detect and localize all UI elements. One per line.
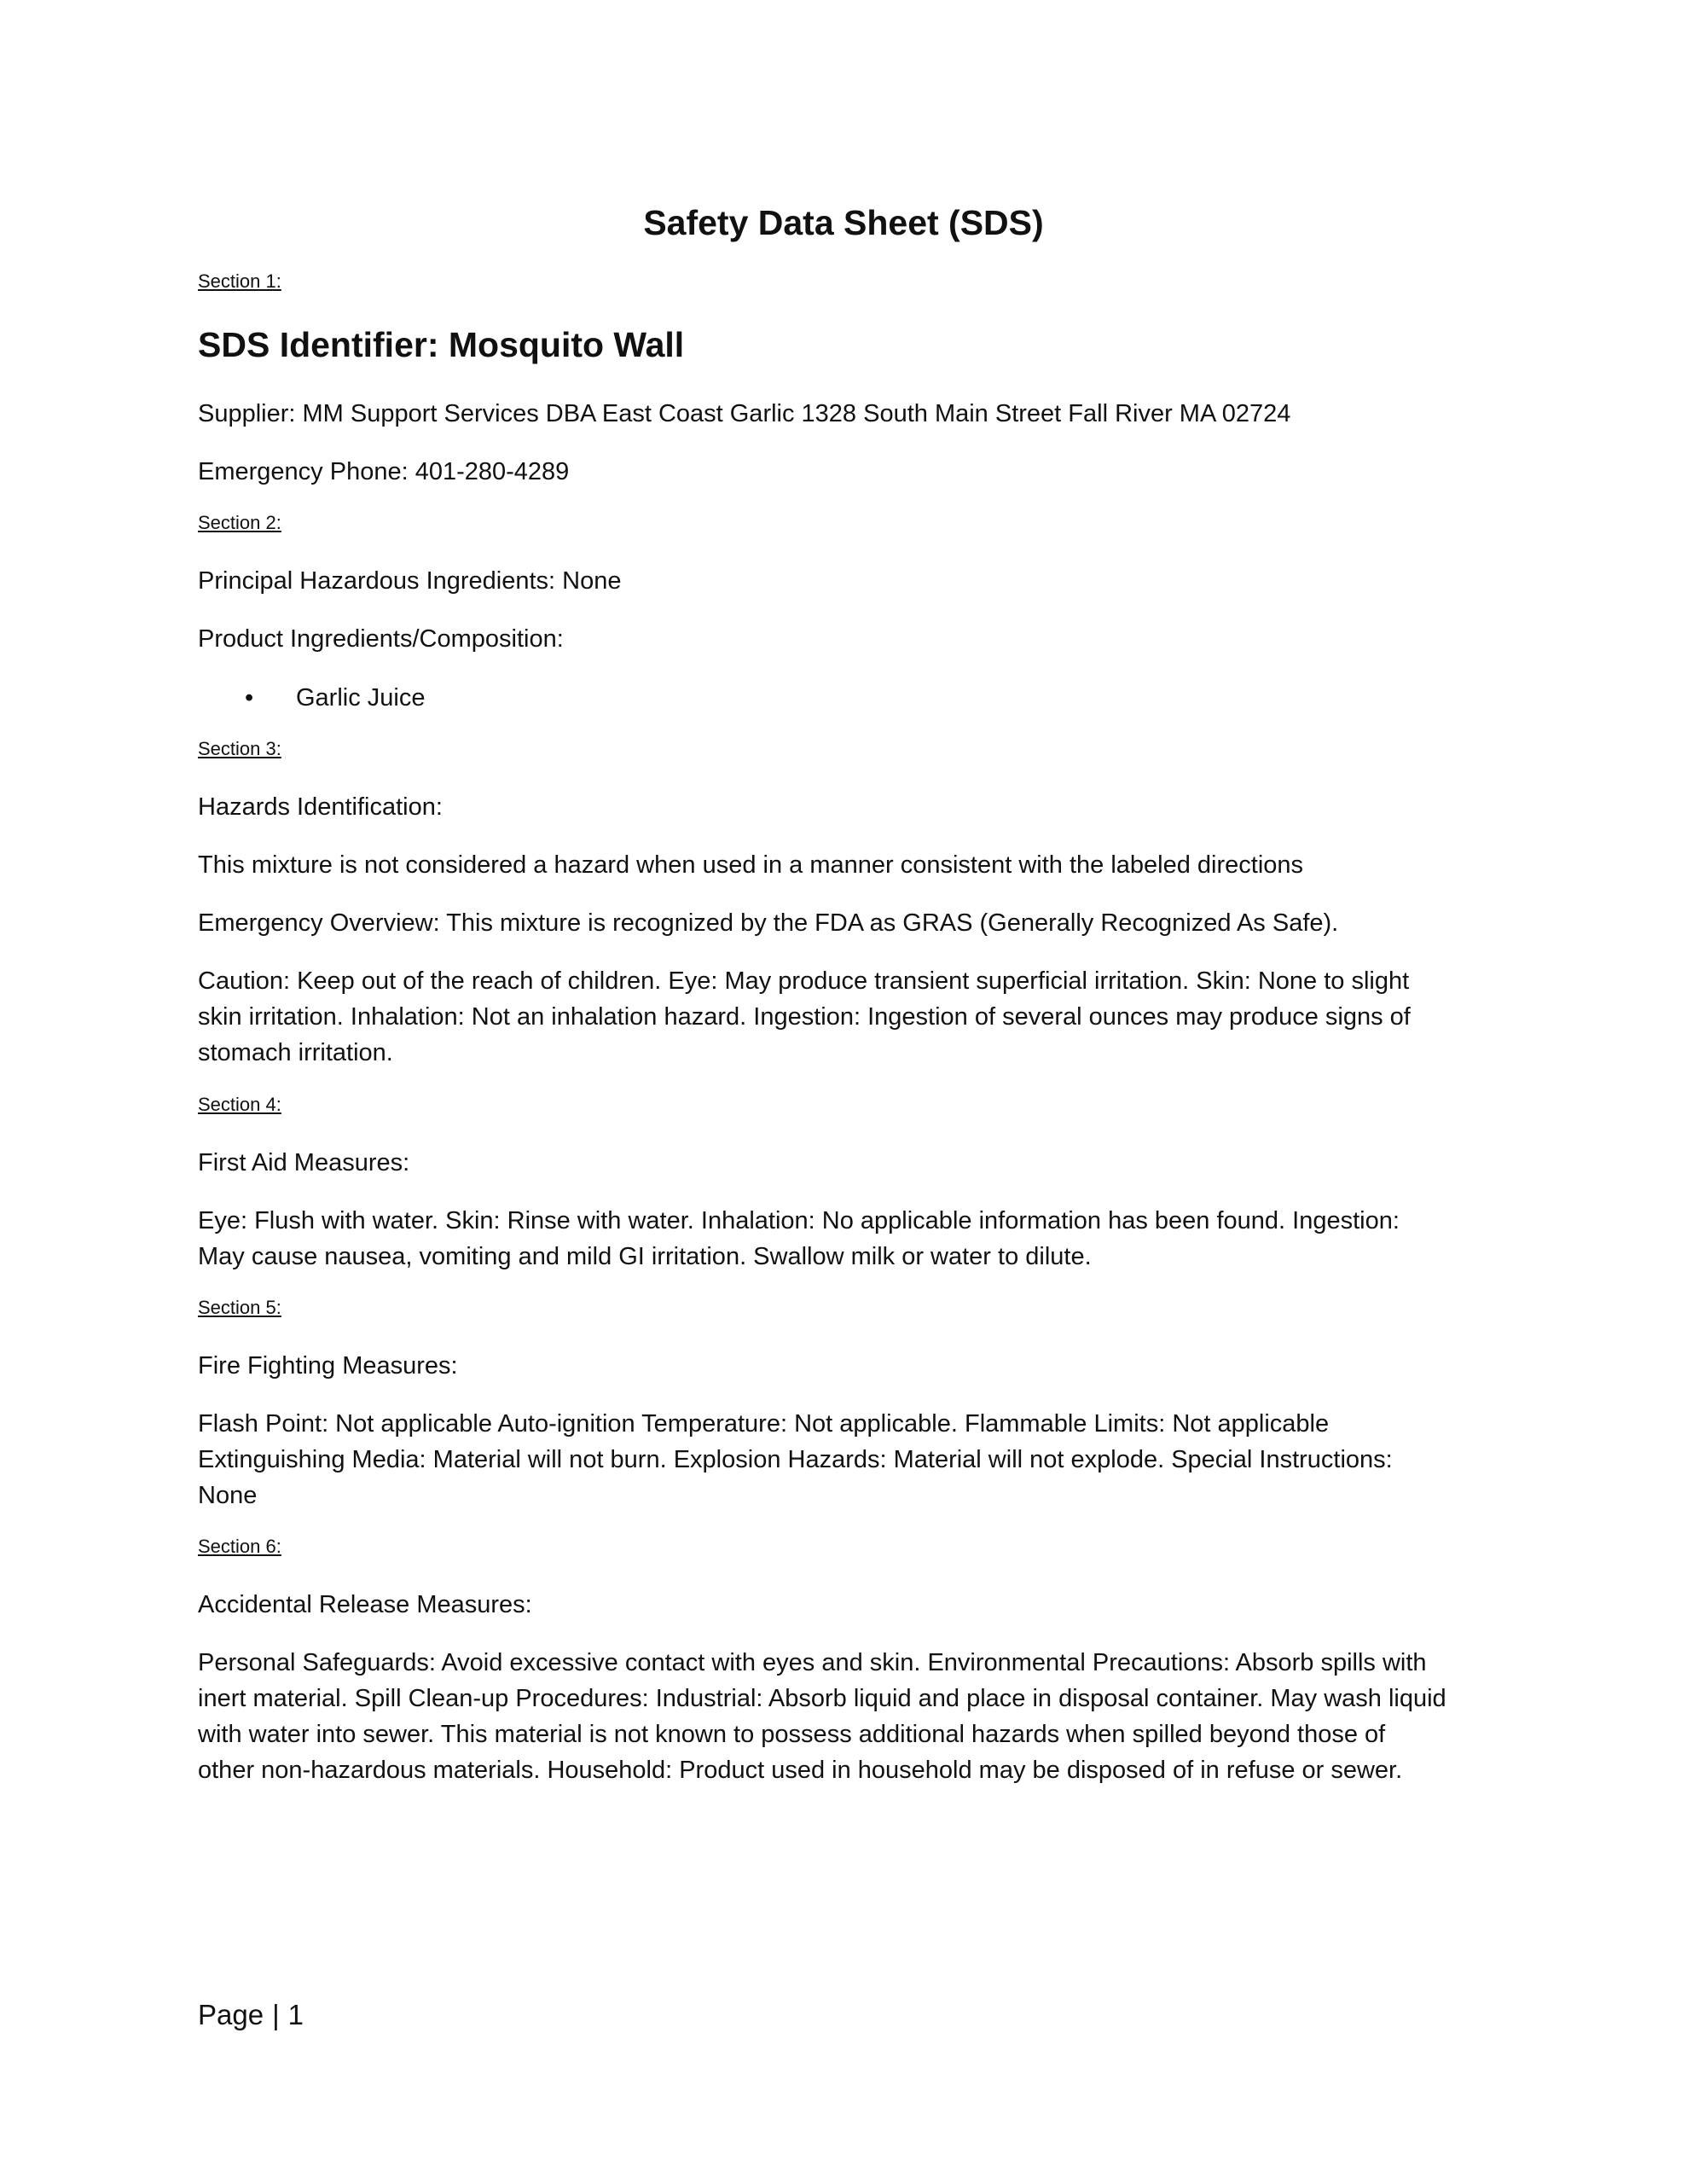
page-separator: | (272, 1999, 280, 2030)
hazards-heading: Hazards Identification: (198, 793, 443, 821)
principal-hazardous-line: Principal Hazardous Ingredients: None (198, 567, 622, 595)
page-footer (198, 1996, 304, 2034)
ingredient-list (198, 680, 426, 716)
section-6-label: Section 6: (198, 1536, 281, 1557)
fire-fighting-heading: Fire Fighting Measures: (198, 1352, 458, 1380)
first-aid-line: Eye: Flush with water. Skin: Rinse with water. Inhalation: No applicable information has been found. Ingestion: (198, 1207, 1400, 1234)
ingredient-text: Garlic Juice (296, 684, 426, 712)
accidental-release-line: other non-hazardous materials. Household: Product used in household may be disposed of in refuse or sewer. (198, 1757, 1403, 1784)
first-aid-paragraph (198, 1203, 1400, 1275)
bullet-icon: • (245, 684, 254, 712)
section-1-label: Section 1: (198, 270, 281, 292)
first-aid-heading: First Aid Measures: (198, 1149, 410, 1176)
fire-fighting-paragraph (198, 1406, 1393, 1513)
supplier-line: Supplier: MM Support Services DBA East Coast Garlic 1328 South Main Street Fall River MA 02724 (198, 400, 1291, 427)
composition-heading: Product Ingredients/Composition: (198, 625, 564, 653)
fire-fighting-line: Flash Point: Not applicable Auto-ignition Temperature: Not applicable. Flammable Limits: Not applicable (198, 1410, 1330, 1438)
caution-line: skin irritation. Inhalation: Not an inhalation hazard. Ingestion: Ingestion of several ounces may produce signs of (198, 1003, 1411, 1031)
caution-line: Caution: Keep out of the reach of children. Eye: May produce transient superficial irritation. Skin: None to slight (198, 967, 1410, 995)
page-label: Page (198, 1999, 264, 2030)
page-title: Safety Data Sheet (SDS) (643, 203, 1044, 242)
page-number: 1 (287, 1999, 304, 2030)
accidental-release-line: Personal Safeguards: Avoid excessive contact with eyes and skin. Environmental Precautions: Absorb spills with (198, 1649, 1427, 1676)
accidental-release-line: with water into sewer. This material is not known to possess additional hazards when spilled beyond those of (198, 1721, 1386, 1748)
accidental-release-heading: Accidental Release Measures: (198, 1591, 532, 1618)
emergency-phone-line: Emergency Phone: 401-280-4289 (198, 458, 570, 485)
hazard-statement: This mixture is not considered a hazard when used in a manner consistent with the labeled directions (198, 851, 1304, 879)
section-4-label: Section 4: (198, 1094, 281, 1115)
section-2-label: Section 2: (198, 512, 281, 533)
accidental-release-paragraph (198, 1645, 1446, 1788)
fire-fighting-line: Extinguishing Media: Material will not burn. Explosion Hazards: Material will not explode. Special Instructions: (198, 1446, 1393, 1473)
sds-identifier: SDS Identifier: Mosquito Wall (198, 325, 685, 364)
list-item (198, 680, 426, 716)
section-3-label: Section 3: (198, 738, 281, 759)
caution-line: stomach irritation. (198, 1039, 393, 1066)
first-aid-line: May cause nausea, vomiting and mild GI irritation. Swallow milk or water to dilute. (198, 1243, 1092, 1270)
section-5-label: Section 5: (198, 1297, 281, 1318)
fire-fighting-line: None (198, 1482, 258, 1509)
caution-paragraph (198, 963, 1411, 1071)
title-wrapper (198, 201, 1477, 244)
emergency-overview: Emergency Overview: This mixture is recognized by the FDA as GRAS (Generally Recognized As Safe). (198, 909, 1339, 937)
accidental-release-line: inert material. Spill Clean-up Procedures: Industrial: Absorb liquid and place in disposal container. May wash liquid (198, 1685, 1446, 1712)
